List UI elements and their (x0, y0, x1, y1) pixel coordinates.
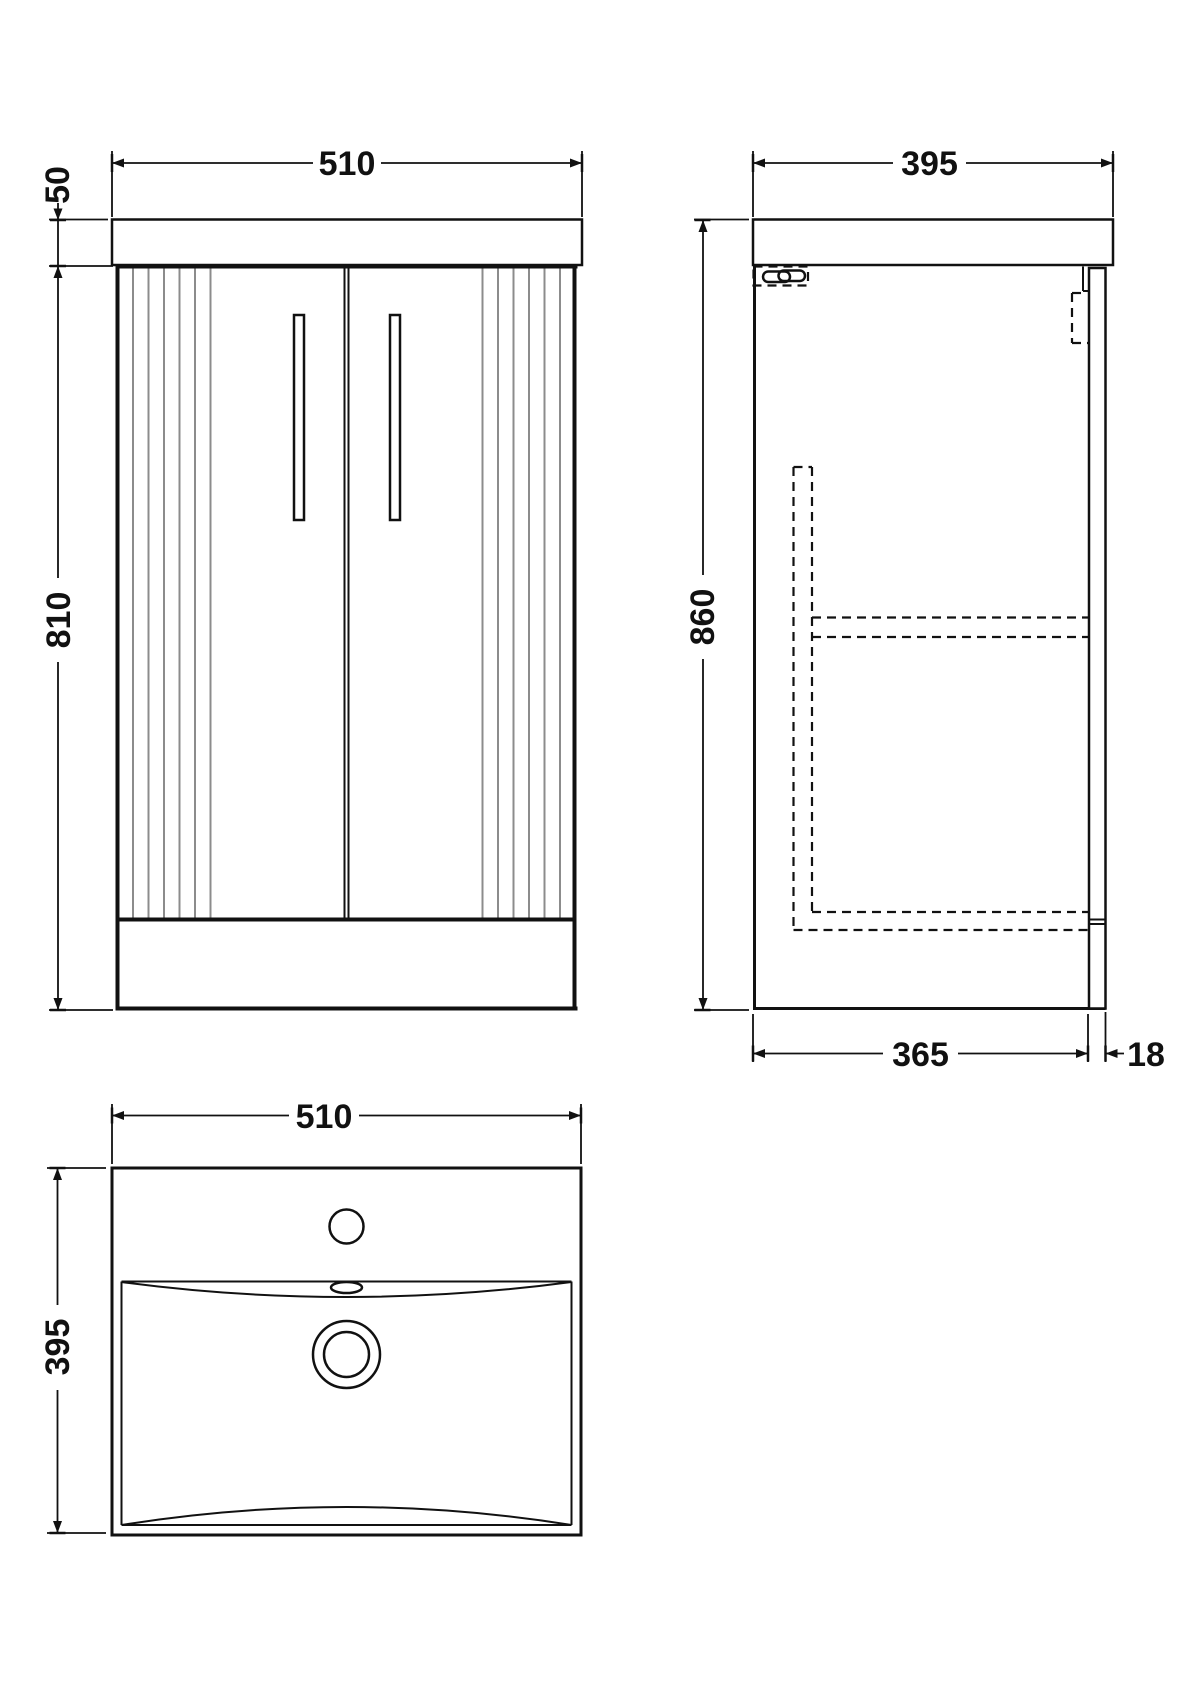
front-door-fluting (133, 269, 560, 918)
arrow-left (1106, 1049, 1118, 1058)
waste-inner-ring (324, 1332, 369, 1377)
dim-label-side-internal-depth: 365 (892, 1035, 949, 1074)
arrow-left (753, 159, 765, 168)
side-view (684, 145, 1165, 1074)
side-bracket-detail (754, 267, 809, 286)
arrow-down (699, 998, 708, 1010)
side-wall-rail-detail (1072, 267, 1090, 344)
overflow-hole (331, 1282, 362, 1293)
arrow-left (112, 159, 124, 168)
dim-side-depth (753, 145, 1113, 217)
dim-front-width (112, 145, 582, 217)
dim-label-side-height: 860 (683, 588, 722, 646)
front-worktop (112, 220, 582, 266)
arrow-up (699, 220, 708, 232)
dim-label-front-cabinet-height: 810 (39, 591, 78, 649)
dim-front-cabinet-height (40, 266, 113, 1010)
side-back-panel (1089, 268, 1106, 1009)
arrow-right (570, 159, 582, 168)
dim-label-side-depth: 395 (901, 144, 958, 183)
arrow-right (569, 1111, 581, 1120)
dim-label-plan-depth: 395 (38, 1318, 77, 1376)
side-worktop (753, 220, 1113, 266)
dim-plan-width (112, 1098, 581, 1164)
side-internal-structure (794, 467, 1090, 930)
arrow-left (753, 1049, 765, 1058)
dim-plan-depth (39, 1168, 106, 1533)
door-handle-right (390, 315, 400, 520)
dim-label-front-worktop-height: 50 (38, 166, 77, 204)
basin-plan-view (39, 1098, 581, 1535)
dim-label-side-back-panel: 18 (1127, 1035, 1165, 1074)
tap-hole (330, 1210, 364, 1244)
arrow-right (1076, 1049, 1088, 1058)
arrow-down (53, 1521, 62, 1533)
dim-side-height (684, 220, 749, 1011)
arrow-left (112, 1111, 124, 1120)
front-view (39, 145, 582, 1011)
dim-label-plan-width: 510 (295, 1097, 353, 1136)
dim-front-worktop-height (39, 166, 113, 266)
arrow-down (54, 998, 63, 1010)
arrow-up (54, 266, 63, 278)
door-handle-left (294, 315, 304, 520)
arrow-right (1101, 159, 1113, 168)
arrow-up (53, 1168, 62, 1180)
dim-side-internal-depth (753, 1012, 1165, 1074)
arrow-down (54, 209, 63, 221)
dim-label-front-width: 510 (318, 144, 376, 183)
